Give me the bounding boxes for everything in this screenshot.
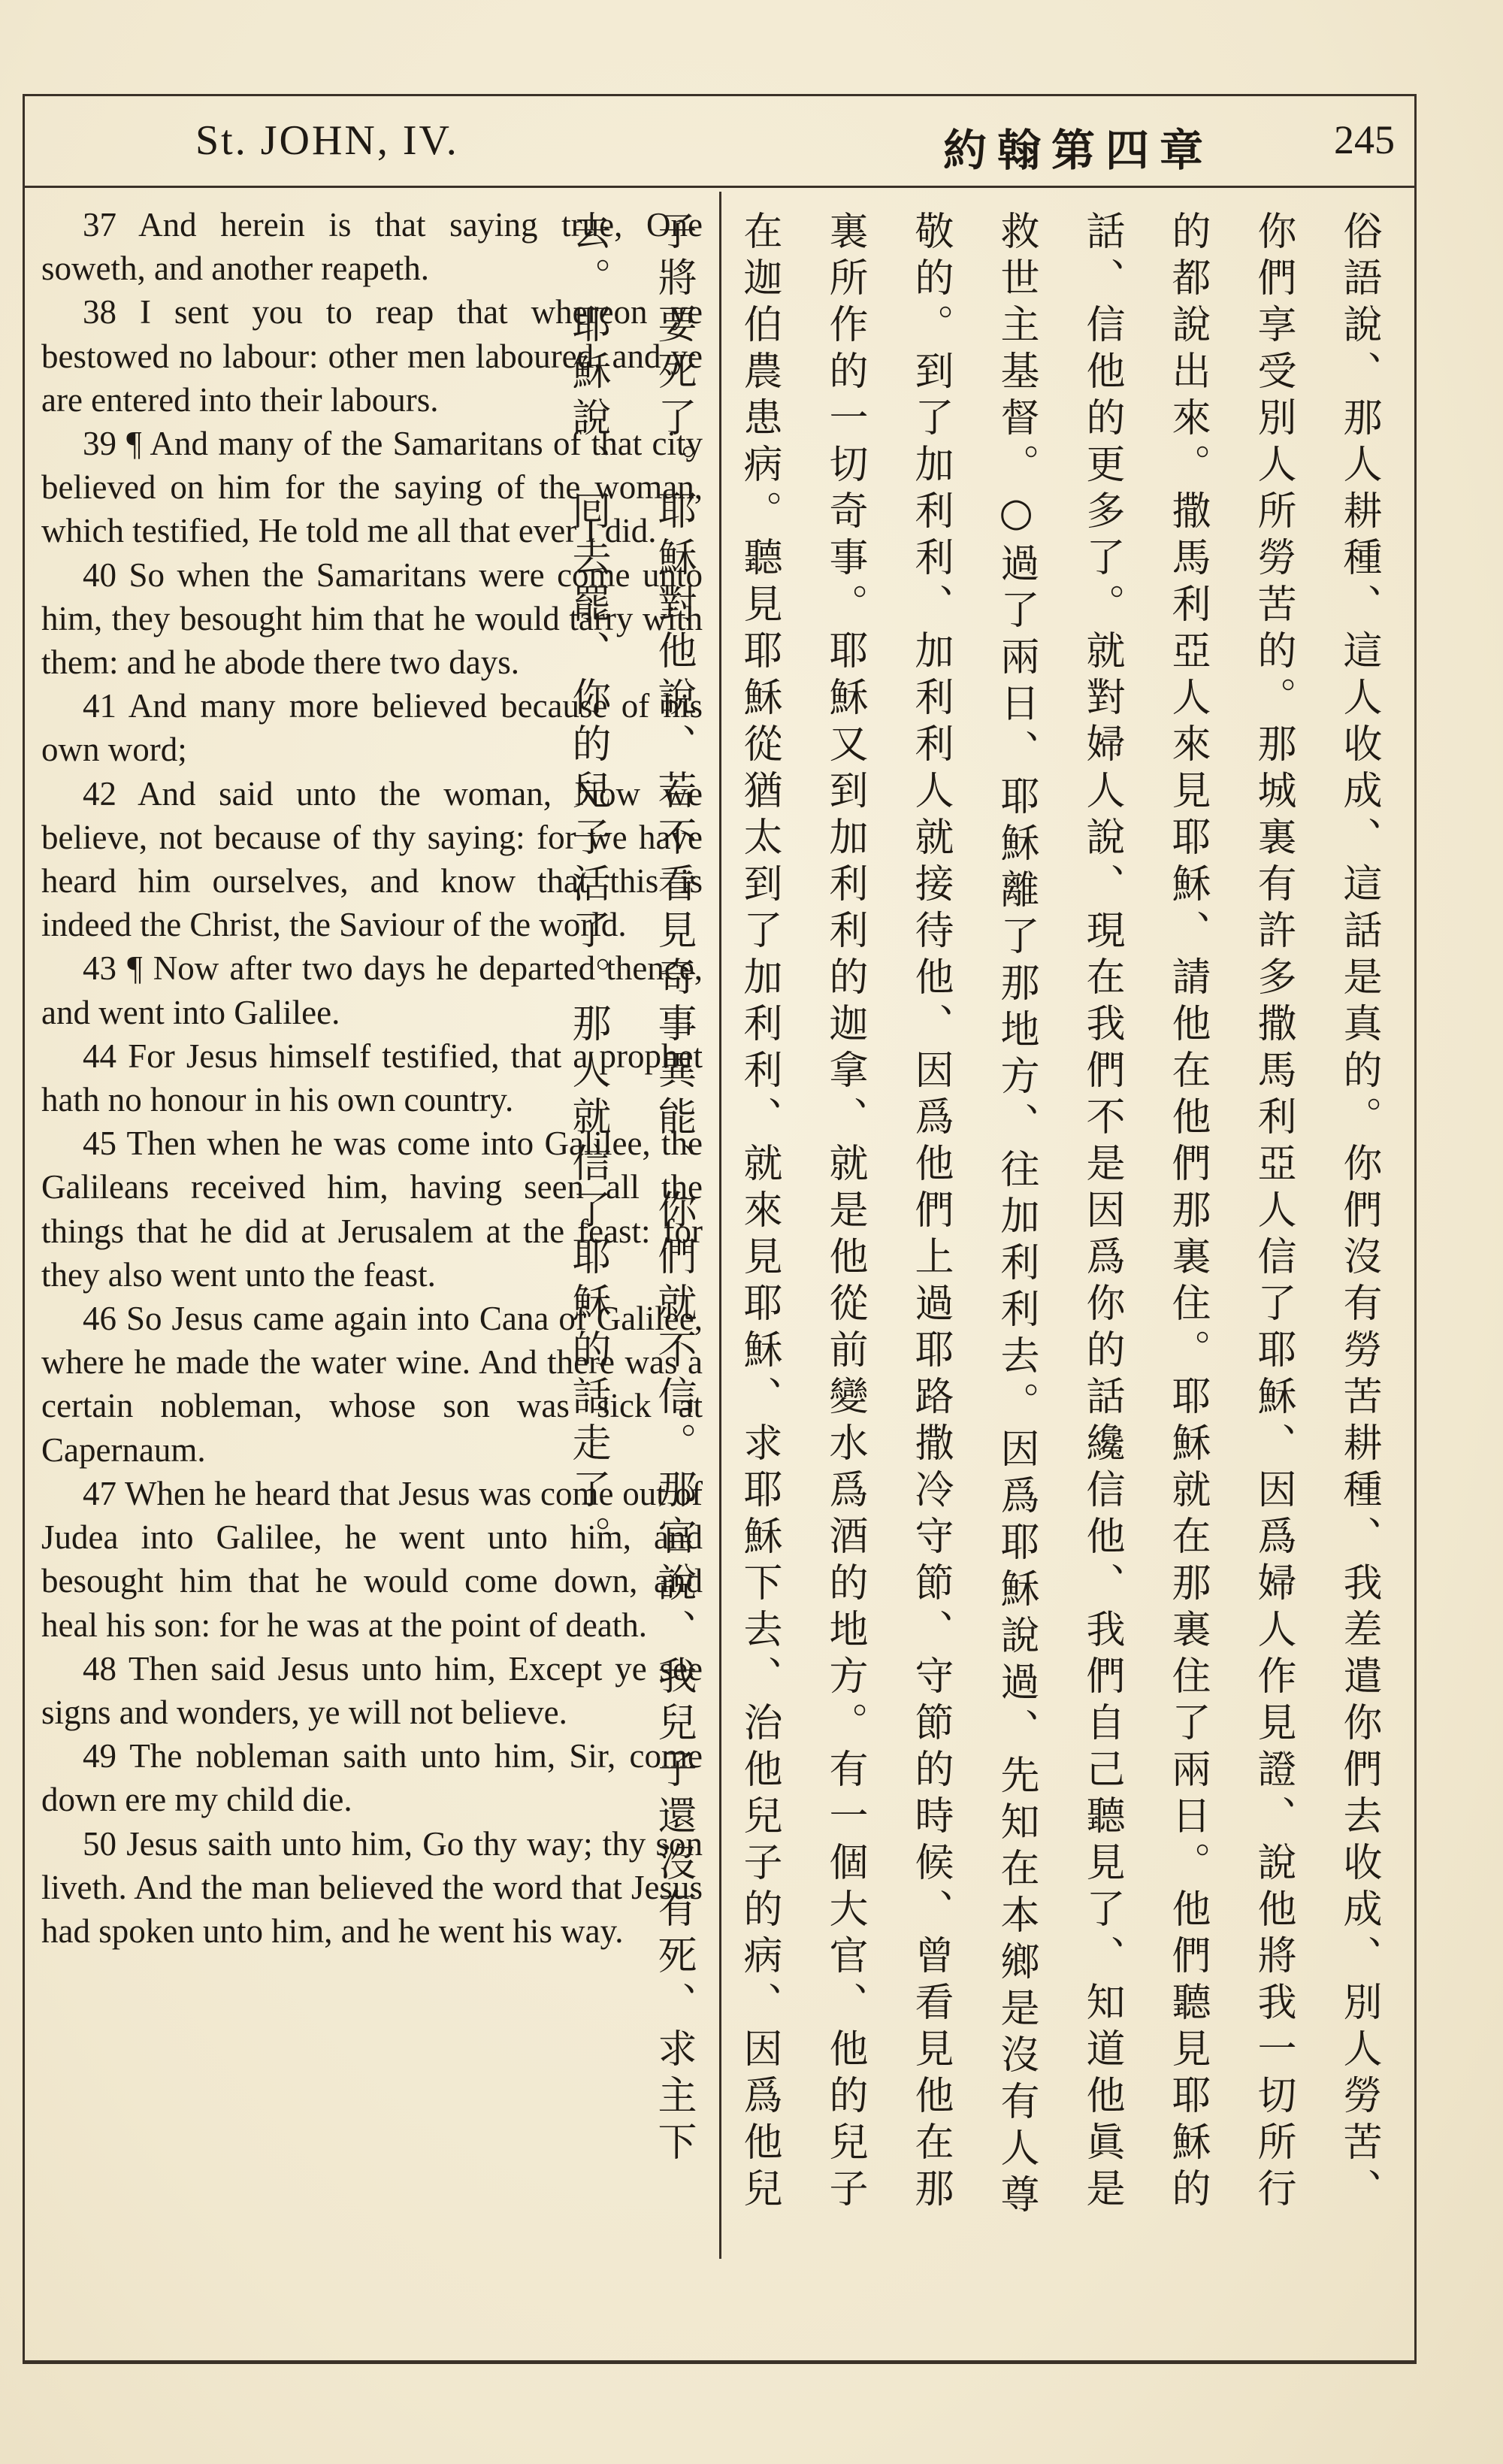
verse-44: 44 For Jesus himself testified, that a prophet hath no honour in his own country. xyxy=(41,1037,703,1119)
verse-43: 43 ¶ Now after two days he departed thence, and went into Galilee. xyxy=(41,949,703,1031)
verse-38: 38 I sent you to reap that whereon ye bestowed no labour: other men laboured, and ye are entered into their labours. xyxy=(41,293,703,419)
verse-48: 48 Then said Jesus unto him, Except ye see signs and wonders, ye will not believe. xyxy=(41,1649,703,1731)
verse-41: 41 And many more believed because of his own word; xyxy=(41,687,703,769)
verse-49: 49 The nobleman saith unto him, Sir, come down ere my child die. xyxy=(41,1737,703,1819)
verse-46: 46 So Jesus came again into Cana of Galilee, where he made the water wine. And there was a certain nobleman, whose son was sick at Capernaum. xyxy=(41,1300,703,1469)
verse-42: 42 And said unto the woman, Now we believe, not because of thy saying: for we have heard him ourselves, and know that this is indeed the Christ, the Saviour of the world. xyxy=(41,774,703,944)
verse-40: 40 So when the Samaritans were come unto him, they besought him that he would tarry with them: and he abode there two days. xyxy=(41,555,703,682)
page-number: 245 xyxy=(1334,117,1395,162)
english-running-title: St. JOHN, IV. xyxy=(195,117,459,164)
chinese-column xyxy=(565,210,1402,2255)
chinese-running-title: 約翰第四章 xyxy=(943,125,1214,176)
verse-37: 37 And herein is that saying true, One soweth, and another reapeth. xyxy=(41,206,703,288)
verse-39: 39 ¶ And many of the Samaritans of that city believed on him for the saying of the woman, which testified, He told me all that ever I did. xyxy=(41,425,703,550)
bottom-rule xyxy=(23,2360,1417,2362)
verse-45: 45 Then when he was come into Galilee, the Galileans received him, having seen all the things that he did at Jerusalem at the feast: for they also went unto the feast. xyxy=(41,1125,703,1294)
verse-47: 47 When he heard that Jesus was come out of Judea into Galilee, he went unto him, and besought him that he would come down, and heal his son: for he was at the point of death. xyxy=(41,1474,703,1644)
page-header xyxy=(23,94,1417,188)
chinese-text: 俗語說、那人耕種、這人收成、這話是真的。你們沒有勞苦耕種、我差遣你們去收成、別人勞苦、你們享受別人所勞苦的。那城裏有許多撒馬利亞人信了耶穌、因爲婦人作見證、說他將我一切所行的都說出來。撒馬利亞人來見耶穌、請他在他們那裏住。耶穌就在那裏住了兩日。他們聽見耶穌的話、信他的更多了。就對婦人說、現在我們不是因爲你的話纔信他、我們自己聽見了、知道他眞是救世主基督。○過了兩日、耶穌離了那地方、往加利利去。因爲耶穌說過、先知在本鄉是沒有人尊敬的。到了加利利、加利利人就接待他、因爲他們上過耶路撒冷守節、守節的時候、曾看見他在那裏所作的一切奇事。耶穌又到加利利的迦拿、就是他從前變水爲酒的地方。有一個大官、他的兒子在迦伯農患病。聽見耶穌從猶太到了加利利、就來見耶穌、求耶穌下去、治他兒子的病、因爲他兒子將要死了。耶穌對他說、若不看見奇事異能、你們就不信。那官說、我兒子還沒有死、求主下去。耶穌說、囘去罷、你的兒子活了。那人就信了耶穌的話走了。 xyxy=(565,210,1381,2220)
verse-50: 50 Jesus saith unto him, Go thy way; thy son liveth. And the man believed the word that Jesus had spoken unto him, and he went his way. xyxy=(41,1824,703,1950)
